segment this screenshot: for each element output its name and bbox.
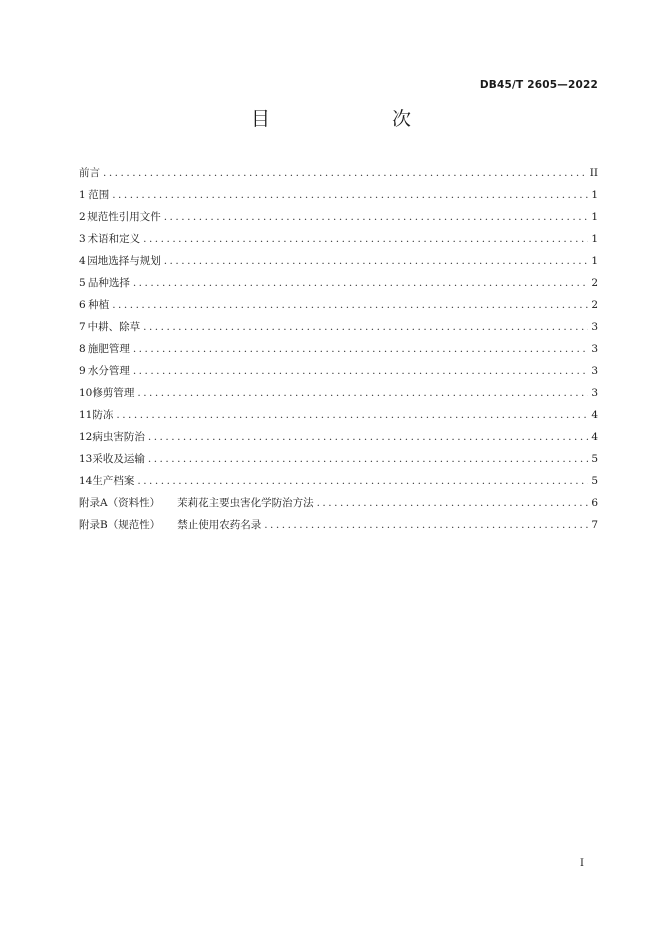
toc-entry-number: 4: [79, 255, 86, 267]
toc-entry-page: 3: [591, 321, 598, 333]
toc-dot-leader: [116, 409, 588, 421]
toc-entry-page: 7: [591, 519, 598, 531]
page-number: I: [580, 858, 584, 869]
toc-entry-page: 1: [591, 255, 598, 267]
toc-entry-label: 水分管理: [87, 365, 130, 377]
standard-code: DB45/T 2605—2022: [479, 79, 598, 91]
toc-entry-number: 6: [79, 299, 86, 311]
toc-entry-label: 园地选择与规划: [87, 255, 161, 267]
toc-entry[interactable]: [79, 341, 598, 363]
toc-entry[interactable]: [79, 231, 598, 253]
toc-dot-leader: [143, 233, 588, 245]
toc-entry[interactable]: [79, 429, 598, 451]
toc-entry-label: 规范性引用文件: [87, 211, 161, 223]
toc-dot-leader: [133, 365, 588, 377]
toc-dot-leader: [317, 497, 589, 509]
toc-entry[interactable]: [79, 385, 598, 407]
toc-entry-label: 禁止使用农药名录: [177, 519, 262, 531]
toc-dot-leader: [137, 475, 588, 487]
toc-entry-number: 2: [79, 211, 86, 223]
toc-entry[interactable]: [79, 319, 598, 341]
toc-entry-page: 3: [591, 387, 598, 399]
toc-entry[interactable]: [79, 187, 598, 209]
toc-dot-leader: [143, 321, 588, 333]
toc-entry-label: 病虫害防治: [92, 431, 145, 443]
toc-dot-leader: [148, 431, 588, 443]
toc-entry-number: 9: [79, 365, 86, 377]
toc-entry-page: 5: [591, 453, 598, 465]
toc-entry-label: 术语和定义: [87, 233, 141, 245]
toc-entry-page: 1: [591, 211, 598, 223]
toc-dot-leader: [164, 255, 589, 267]
toc-entry-page: 2: [591, 277, 598, 289]
toc-entry-page: 1: [591, 233, 598, 245]
toc-entry[interactable]: [79, 363, 598, 385]
toc-entry-label: 前言: [79, 167, 100, 179]
toc-entry-label: 修剪管理: [92, 387, 135, 399]
toc-entry[interactable]: [79, 517, 598, 539]
toc-entry-label: 茉莉花主要虫害化学防治方法: [177, 497, 314, 509]
toc-entry[interactable]: [79, 297, 598, 319]
toc-entry-page: 3: [591, 365, 598, 377]
toc-entry-number: 3: [79, 233, 86, 245]
toc-dot-leader: [264, 519, 588, 531]
toc-dot-leader: [164, 211, 589, 223]
toc-entry-number: 5: [79, 277, 86, 289]
toc-entry[interactable]: [79, 451, 598, 473]
toc-entry[interactable]: [79, 495, 598, 517]
toc-entry-number: 12: [79, 431, 93, 443]
toc-entry-number: 11: [79, 409, 93, 421]
toc-entry-number: 7: [79, 321, 86, 333]
toc-entry-number: 13: [79, 453, 93, 465]
toc-entry-number: 附录B（规范性）: [79, 519, 161, 531]
toc-entry[interactable]: [79, 253, 598, 275]
toc-entry-number: 14: [79, 475, 93, 487]
toc-entry-label: 采收及运输: [92, 453, 145, 465]
page-title: 目 次: [250, 108, 439, 130]
toc-dot-leader: [133, 343, 588, 355]
toc-entry[interactable]: [79, 209, 598, 231]
toc-entry[interactable]: [79, 407, 598, 429]
toc-entry-page: 4: [591, 431, 598, 443]
toc-dot-leader: [133, 277, 588, 289]
toc-entry-page: 1: [591, 189, 598, 201]
toc-entry-label: 施肥管理: [87, 343, 130, 355]
toc-entry-number: 10: [79, 387, 93, 399]
toc-entry-page: 2: [591, 299, 598, 311]
toc-entry-page: II: [589, 167, 598, 179]
table-of-contents: [79, 165, 598, 539]
toc-entry-label: 中耕、除草: [87, 321, 141, 333]
toc-dot-leader: [112, 299, 588, 311]
toc-entry-page: 6: [591, 497, 598, 509]
toc-entry-number: 8: [79, 343, 86, 355]
toc-entry-number: 1: [79, 189, 86, 201]
toc-entry-label: 防冻: [92, 409, 114, 421]
toc-entry-label: 品种选择: [87, 277, 130, 289]
toc-entry-page: 3: [591, 343, 598, 355]
toc-entry[interactable]: [79, 275, 598, 297]
toc-dot-leader: [137, 387, 588, 399]
toc-entry-label: 范围: [88, 189, 110, 201]
toc-entry-label: 生产档案: [92, 475, 135, 487]
toc-entry[interactable]: [79, 473, 598, 495]
toc-entry-page: 4: [591, 409, 598, 421]
toc-dot-leader: [112, 189, 588, 201]
toc-entry-page: 5: [591, 475, 598, 487]
toc-entry-label: 种植: [88, 299, 110, 311]
toc-dot-leader: [148, 453, 588, 465]
toc-entry-number: 附录A（资料性）: [79, 497, 161, 509]
toc-dot-leader: [103, 167, 587, 179]
toc-entry[interactable]: [79, 165, 598, 187]
